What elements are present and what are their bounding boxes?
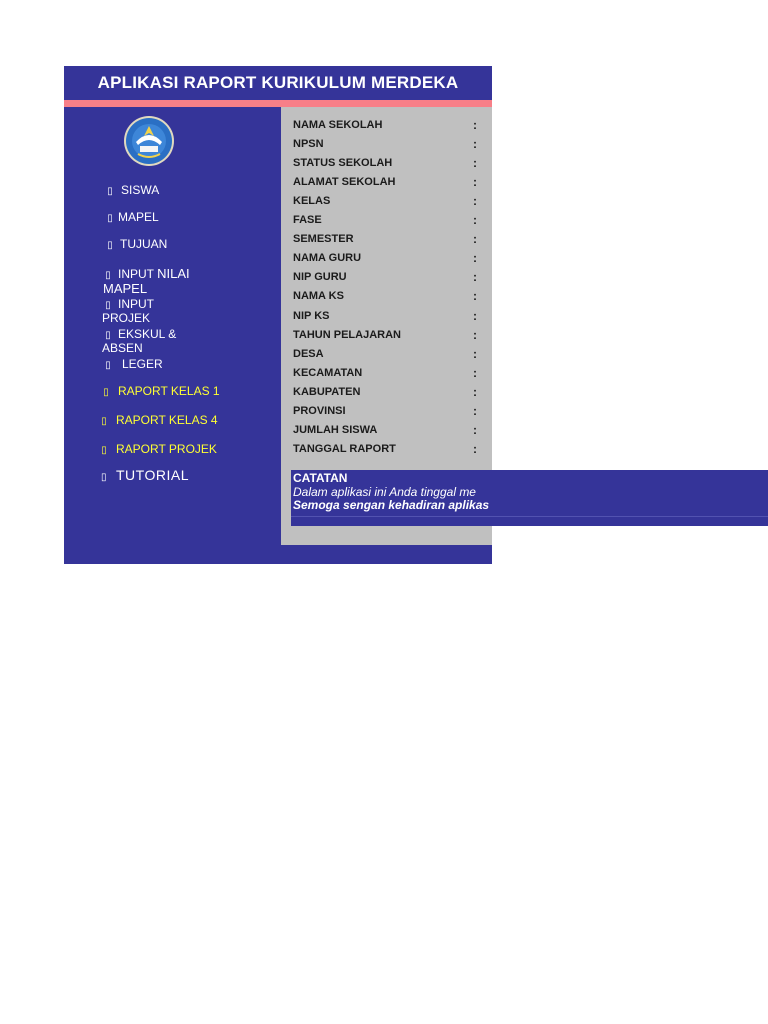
note-title: CATATAN — [293, 471, 348, 485]
info-row-kecamatan — [293, 364, 483, 383]
info-label: KABUPATEN — [293, 386, 361, 398]
menu-raport-kelas-1-label: RAPORT KELAS 1 — [118, 384, 220, 398]
menu-raport-projek-label: RAPORT PROJEK — [116, 442, 217, 456]
menu-input-projek-label-b: PROJEK — [102, 311, 151, 325]
info-label: FASE — [293, 214, 322, 226]
menu-input-nilai-label-c: MAPEL — [103, 281, 148, 296]
info-row-npsn — [293, 135, 483, 154]
info-label: JUMLAH SISWA — [293, 424, 378, 436]
menu-item-raport-projek[interactable] — [98, 443, 217, 457]
info-row-jumlah-siswa — [293, 421, 483, 440]
menu-tujuan-icon: ▯ — [107, 240, 113, 251]
info-label: NIP KS — [293, 310, 330, 322]
menu-leger-icon: ▯ — [105, 360, 111, 371]
info-row-nip-ks — [293, 307, 483, 326]
menu-input-projek-label-a: INPUT — [118, 297, 154, 311]
tut-wuri-handayani-logo-icon — [122, 114, 176, 168]
info-colon: : — [473, 251, 477, 265]
menu-item-raport-kelas-1[interactable] — [100, 385, 220, 399]
note-line-2: Semoga sengan kehadiran aplikas — [293, 498, 490, 512]
info-row-semester — [293, 230, 483, 249]
info-label: ALAMAT SEKOLAH — [293, 176, 396, 188]
info-colon: : — [473, 232, 477, 246]
info-row-tanggal-raport — [293, 440, 483, 459]
info-label: SEMESTER — [293, 233, 354, 245]
info-label: KECAMATAN — [293, 367, 363, 379]
menu-siswa-icon: ▯ — [107, 186, 113, 197]
info-label: NPSN — [293, 138, 324, 150]
info-label: TANGGAL RAPORT — [293, 443, 396, 455]
menu-ekskul-label-a: EKSKUL & — [118, 327, 177, 341]
info-colon: : — [473, 423, 477, 437]
info-label: STATUS SEKOLAH — [293, 157, 393, 169]
menu-item-siswa[interactable] — [104, 184, 159, 198]
menu-input-nilai-label-b: NILAI — [157, 266, 190, 281]
info-colon: : — [473, 309, 477, 323]
note-box — [291, 470, 768, 526]
info-colon: : — [473, 347, 477, 361]
info-label: TAHUN PELAJARAN — [293, 329, 401, 341]
menu-raport-projek-icon: ▯ — [101, 445, 107, 456]
app-title: APLIKASI RAPORT KURIKULUM MERDEKA — [97, 73, 459, 92]
info-row-nama-guru — [293, 249, 483, 268]
info-row-fase — [293, 211, 483, 230]
info-label: NIP GURU — [293, 271, 347, 283]
info-label: PROVINSI — [293, 405, 346, 417]
menu-item-raport-kelas-4[interactable] — [98, 414, 218, 428]
menu-ekskul-label-b: ABSEN — [102, 341, 143, 355]
info-row-nama-ks — [293, 287, 483, 306]
info-label: NAMA KS — [293, 290, 344, 302]
menu-mapel-label: MAPEL — [118, 210, 159, 224]
menu-item-mapel[interactable] — [104, 211, 159, 225]
menu-raport-kelas-4-label: RAPORT KELAS 4 — [116, 413, 218, 427]
menu-tutorial-icon: ▯ — [100, 472, 107, 483]
info-colon: : — [473, 175, 477, 189]
info-label: KELAS — [293, 195, 331, 207]
menu-leger-label: LEGER — [122, 357, 163, 371]
info-colon: : — [473, 137, 477, 151]
info-row-nip-guru — [293, 268, 483, 287]
menu-raport-kelas-1-icon: ▯ — [103, 387, 109, 398]
info-colon: : — [473, 366, 477, 380]
accent-strip — [64, 100, 492, 107]
menu-raport-kelas-4-icon: ▯ — [101, 416, 107, 427]
info-colon: : — [473, 289, 477, 303]
info-colon: : — [473, 404, 477, 418]
info-row-kelas — [293, 192, 483, 211]
menu-input-projek-icon: ▯ — [105, 300, 111, 311]
menu-item-tutorial[interactable] — [98, 469, 189, 484]
info-colon: : — [473, 194, 477, 208]
menu-input-nilai-icon: ▯ — [105, 270, 111, 281]
menu-mapel-icon: ▯ — [107, 213, 113, 224]
menu-tutorial-label: TUTORIAL — [116, 467, 189, 483]
info-colon: : — [473, 118, 477, 132]
info-row-kabupaten — [293, 383, 483, 402]
info-label: NAMA GURU — [293, 252, 362, 264]
info-row-nama-sekolah — [293, 116, 483, 135]
menu-ekskul-icon: ▯ — [105, 330, 111, 341]
menu-tujuan-label: TUJUAN — [120, 237, 168, 251]
menu-item-input-nilai-mapel[interactable] — [102, 267, 222, 296]
info-colon: : — [473, 328, 477, 342]
menu-item-input-projek[interactable] — [102, 298, 222, 325]
app-title-bar — [64, 66, 492, 100]
info-colon: : — [473, 442, 477, 456]
info-colon: : — [473, 385, 477, 399]
menu-input-nilai-label-a: INPUT — [118, 267, 154, 281]
menu-item-tujuan[interactable] — [104, 238, 167, 252]
info-colon: : — [473, 213, 477, 227]
info-row-provinsi — [293, 402, 483, 421]
menu-item-ekskul-absen[interactable] — [102, 328, 222, 355]
info-colon: : — [473, 270, 477, 284]
info-row-desa — [293, 345, 483, 364]
info-row-alamat-sekolah — [293, 173, 483, 192]
note-line-1: Dalam aplikasi ini Anda tinggal me — [293, 485, 476, 499]
info-row-tahun-pelajaran — [293, 326, 483, 345]
info-label: NAMA SEKOLAH — [293, 119, 383, 131]
info-colon: : — [473, 156, 477, 170]
info-label: DESA — [293, 348, 324, 360]
note-divider — [291, 516, 768, 517]
info-row-status-sekolah — [293, 154, 483, 173]
menu-item-leger[interactable] — [102, 358, 163, 372]
menu-siswa-label: SISWA — [121, 183, 160, 197]
